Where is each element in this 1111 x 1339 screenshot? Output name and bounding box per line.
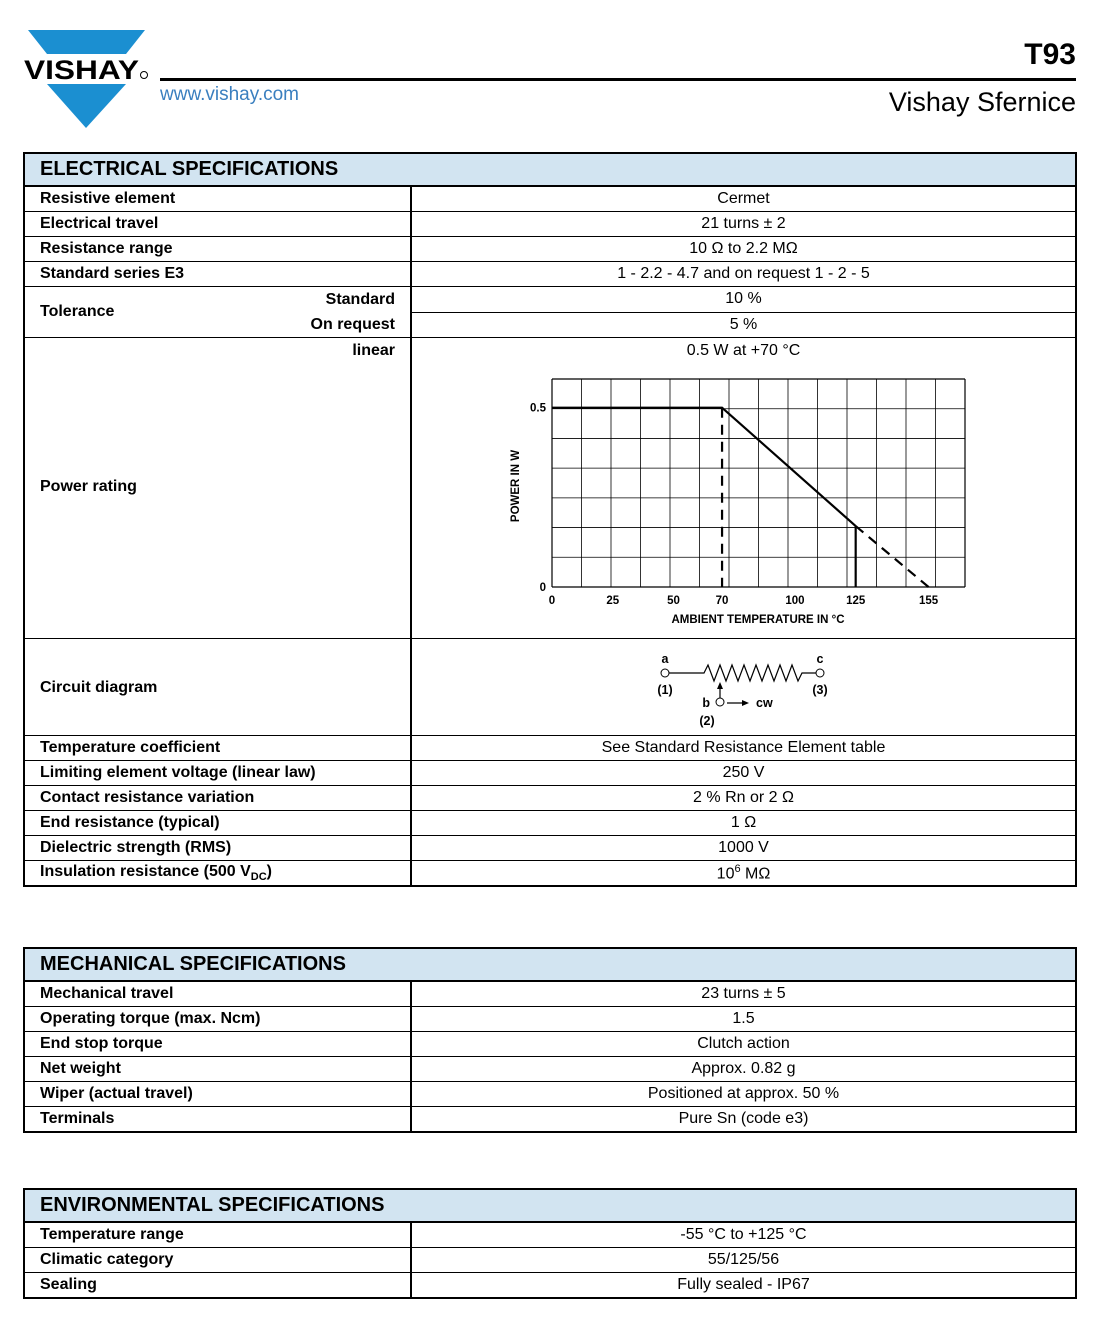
tolerance-label: Tolerance <box>40 303 115 320</box>
table-row <box>24 262 1076 287</box>
power-rating-label-cell <box>24 338 411 639</box>
row-label: End stop torque <box>24 1032 411 1057</box>
row-label: End resistance (typical) <box>24 811 411 836</box>
section-title: ENVIRONMENTAL SPECIFICATIONS <box>24 1189 1076 1222</box>
y-tick-label: 0 <box>539 582 546 594</box>
resistor-zigzag <box>669 665 816 681</box>
table-row <box>24 1057 1076 1082</box>
table-row <box>24 212 1076 237</box>
row-label: Wiper (actual travel) <box>24 1082 411 1107</box>
row-value: 23 turns ± 5 <box>411 981 1076 1007</box>
row-value: -55 °C to +125 °C <box>411 1222 1076 1248</box>
electrical-specifications-table <box>23 152 1077 887</box>
row-value: 1 Ω <box>411 811 1076 836</box>
x-tick-label: 50 <box>667 595 680 607</box>
x-tick-label: 0 <box>548 595 556 607</box>
row-label: Resistive element <box>24 186 411 212</box>
row-value: 1.5 <box>411 1007 1076 1032</box>
tolerance-request-value: 5 % <box>411 312 1076 338</box>
header-rule <box>160 78 1076 81</box>
terminal-c <box>816 669 824 677</box>
row-value: Approx. 0.82 g <box>411 1057 1076 1082</box>
row-value: 1000 V <box>411 836 1076 861</box>
table-row <box>24 811 1076 836</box>
circuit-diagram <box>412 639 1075 735</box>
table-row <box>24 1032 1076 1057</box>
power-rating-value: 0.5 W at +70 °C <box>686 342 801 359</box>
vishay-logo <box>24 30 149 130</box>
row-label: Limiting element voltage (linear law) <box>24 761 411 786</box>
table-row-circuit <box>24 639 1076 736</box>
document-number: T93 <box>1024 38 1076 71</box>
cw-label: cw <box>756 696 773 710</box>
row-label: Contact resistance variation <box>24 786 411 811</box>
logo-wordmark: VISHAY <box>24 55 139 85</box>
row-label: Electrical travel <box>24 212 411 237</box>
table-row <box>24 1222 1076 1248</box>
y-tick-label: 0.5 <box>530 402 546 415</box>
pin-a-label: a <box>661 652 669 666</box>
derating-chart <box>412 338 1075 638</box>
row-value: 10 Ω to 2.2 MΩ <box>411 237 1076 262</box>
row-label: Standard series E3 <box>24 262 411 287</box>
row-label: Sealing <box>24 1273 411 1299</box>
row-value: 55/125/56 <box>411 1248 1076 1273</box>
table-row <box>24 1248 1076 1273</box>
section-title: ELECTRICAL SPECIFICATIONS <box>24 153 1076 186</box>
x-tick-label: 125 <box>846 595 866 607</box>
row-value: 250 V <box>411 761 1076 786</box>
table-row <box>24 1007 1076 1032</box>
row-label: Terminals <box>24 1107 411 1133</box>
table-row <box>24 1107 1076 1133</box>
pin-2-label: (2) <box>699 714 715 728</box>
chart-ticks <box>530 403 939 607</box>
row-value: Pure Sn (code e3) <box>411 1107 1076 1133</box>
x-tick-label: 70 <box>715 595 729 607</box>
circuit-label-cell <box>24 639 411 736</box>
table-row <box>24 1273 1076 1299</box>
mechanical-specifications-table <box>23 947 1077 1133</box>
table-row <box>24 1082 1076 1107</box>
company-name: Vishay Sfernice <box>888 87 1076 117</box>
terminal-a <box>661 669 669 677</box>
row-label: Dielectric strength (RMS) <box>24 836 411 861</box>
chart-series-line <box>552 408 856 526</box>
row-label: Mechanical travel <box>24 981 411 1007</box>
row-label: Climatic category <box>24 1248 411 1273</box>
table-row <box>24 186 1076 212</box>
row-value: 2 % Rn or 2 Ω <box>411 786 1076 811</box>
x-tick-label: 155 <box>918 595 939 607</box>
row-value: 1 - 2.2 - 4.7 and on request 1 - 2 - 5 <box>411 262 1076 287</box>
x-tick-label: 100 <box>785 595 805 607</box>
row-label: Resistance range <box>24 237 411 262</box>
row-label: Temperature range <box>24 1222 411 1248</box>
chart-y-axis-label: POWER IN W <box>510 449 522 523</box>
row-value: Cermet <box>411 186 1076 212</box>
tolerance-request-label: On request <box>310 316 395 333</box>
chart-lines <box>552 408 929 587</box>
table-row-power-rating <box>24 338 1076 639</box>
tolerance-standard-value: 10 % <box>411 287 1076 313</box>
tolerance-label-cell <box>24 287 411 338</box>
insulation-value: $10^6$ MΩ <box>411 861 1076 887</box>
row-value: See Standard Resistance Element table <box>411 736 1076 761</box>
row-label: Net weight <box>24 1057 411 1082</box>
circuit-diagram-label: Circuit diagram <box>40 679 158 696</box>
cw-arrowhead <box>742 700 749 706</box>
row-label: Operating torque (max. Ncm) <box>24 1007 411 1032</box>
row-value: Positioned at approx. 50 % <box>411 1082 1076 1107</box>
table-row-insulation <box>24 861 1076 887</box>
table-row <box>24 981 1076 1007</box>
power-rating-sublabel: linear <box>352 342 395 359</box>
row-value: Clutch action <box>411 1032 1076 1057</box>
row-value: 21 turns ± 2 <box>411 212 1076 237</box>
pin-1-label: (1) <box>657 683 673 697</box>
row-label: Temperature coefficient <box>24 736 411 761</box>
terminal-b <box>716 698 724 706</box>
table-row <box>24 836 1076 861</box>
table-row <box>24 237 1076 262</box>
table-row-tolerance-standard <box>24 287 1076 313</box>
chart-x-axis-label: AMBIENT TEMPERATURE IN °C <box>671 614 845 626</box>
wiper-arrowhead <box>717 682 723 689</box>
power-rating-label: Power rating <box>40 478 137 495</box>
table-row <box>24 761 1076 786</box>
pin-b-label: b <box>702 696 710 710</box>
website-link[interactable]: www.vishay.com <box>160 84 300 105</box>
table-row <box>24 736 1076 761</box>
environmental-specifications-table <box>23 1188 1077 1299</box>
table-row <box>24 786 1076 811</box>
section-title: MECHANICAL SPECIFICATIONS <box>24 948 1076 981</box>
x-tick-label: 25 <box>606 595 620 607</box>
pin-3-label: (3) <box>812 683 828 697</box>
row-value: Fully sealed - IP67 <box>411 1273 1076 1299</box>
circuit-value-cell <box>411 639 1076 736</box>
insulation-label: Insulation resistance (500 $V_{DC}$) <box>24 861 411 887</box>
tolerance-standard-label: Standard <box>325 291 395 308</box>
power-rating-value-cell <box>411 338 1076 639</box>
pin-c-label: c <box>816 652 824 666</box>
chart-grid <box>552 379 965 587</box>
chart-series-line <box>856 526 929 587</box>
